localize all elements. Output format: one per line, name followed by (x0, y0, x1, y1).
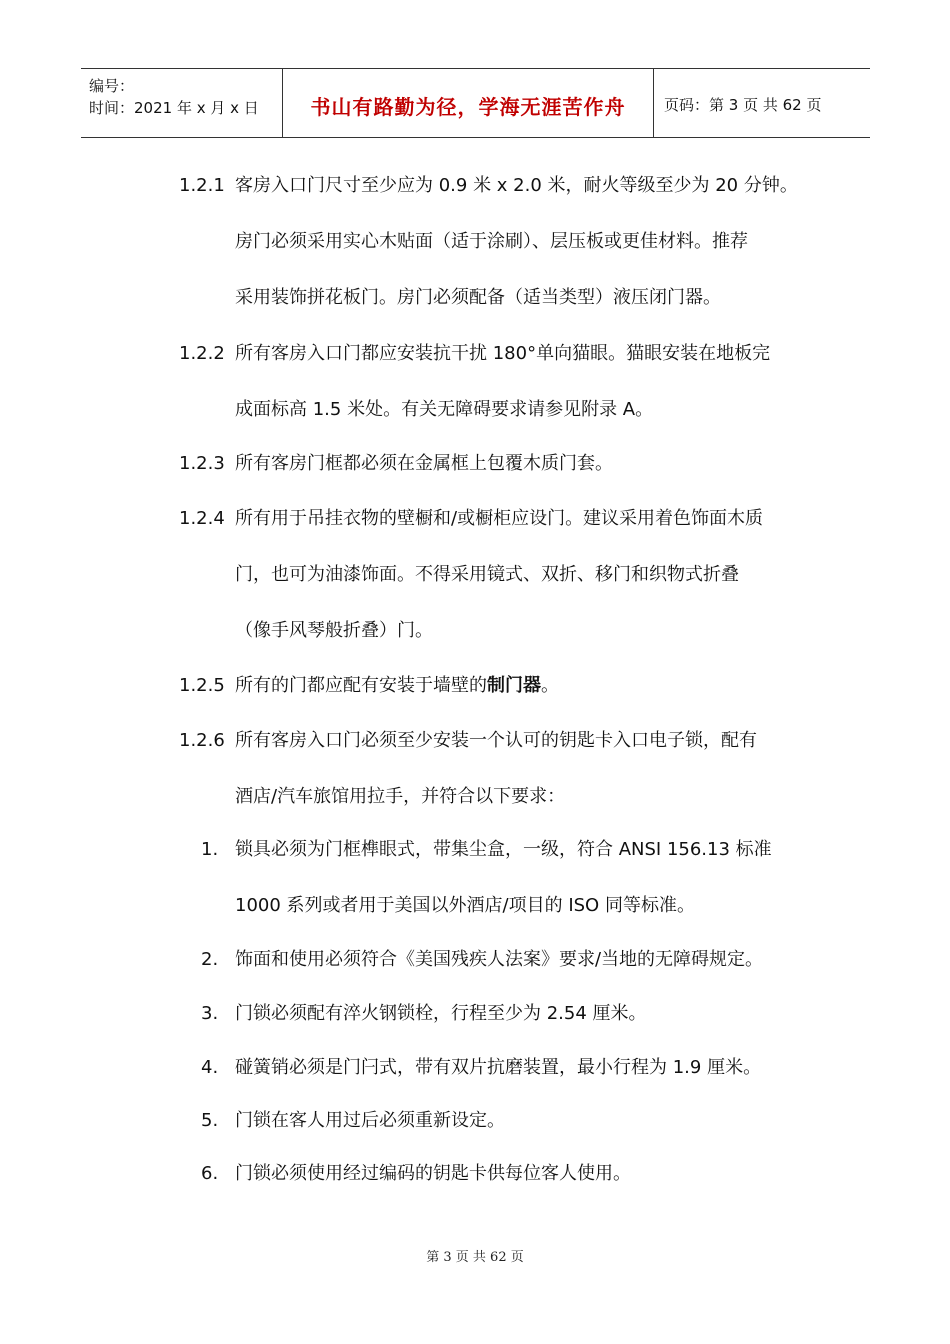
list-item-number: 6. (201, 1163, 219, 1184)
section-text: 所有的门都应配有安装于墙壁的 (235, 675, 487, 696)
list-item-line: 1000 系列或者用于美国以外酒店/项目的 ISO 同等标准。 (235, 895, 695, 916)
section-line: 房门必须采用实心木贴面（适于涂刷）、层压板或更佳材料。推荐 (235, 231, 748, 252)
section-number: 1.2.6 (179, 730, 225, 751)
section-line: 酒店/汽车旅馆用拉手，并符合以下要求： (235, 786, 566, 807)
section-number: 1.2.4 (179, 508, 225, 529)
document-number: 编号： (89, 77, 135, 95)
section-number: 1.2.5 (179, 675, 225, 696)
section-line: 所有用于吊挂衣物的壁橱和/或橱柜应设门。建议采用着色饰面木质 (235, 508, 764, 529)
section-line: 采用装饰拼花板门。房门必须配备（适当类型）液压闭门器。 (235, 287, 721, 308)
section-number: 1.2.2 (179, 343, 225, 364)
section-number: 1.2.3 (179, 453, 225, 474)
list-item-line: 碰簧销必须是门闩式，带有双片抗磨装置，最小行程为 1.9 厘米。 (235, 1057, 762, 1078)
section-line (235, 674, 559, 698)
list-item-number: 4. (201, 1057, 219, 1078)
section-number: 1.2.1 (179, 175, 225, 196)
list-item-line: 门锁必须配有淬火钢锁栓，行程至少为 2.54 厘米。 (235, 1003, 647, 1024)
list-item-number: 1. (201, 839, 219, 860)
section-line: 所有客房门框都必须在金属框上包覆木质门套。 (235, 453, 613, 474)
section-line: 所有客房入口门必须至少安装一个认可的钥匙卡入口电子锁，配有 (235, 730, 757, 751)
list-item-number: 5. (201, 1110, 219, 1131)
list-item-line: 门锁必须使用经过编码的钥匙卡供每位客人使用。 (235, 1163, 631, 1184)
header-motto: 书山有路勤为径，学海无涯苦作舟 (282, 69, 654, 137)
section-line: （像手风琴般折叠）门。 (235, 620, 433, 641)
page-header (81, 68, 870, 138)
section-line: 客房入口门尺寸至少应为 0.9 米 x 2.0 米，耐火等级至少为 20 分钟。 (235, 175, 798, 196)
list-item-number: 3. (201, 1003, 219, 1024)
document-date: 时间：2021 年 x 月 x 日 (89, 99, 259, 117)
section-line: 门，也可为油漆饰面。不得采用镜式、双折、移门和织物式折叠 (235, 564, 739, 585)
section-line: 所有客房入口门都应安装抗干扰 180°单向猫眼。猫眼安装在地板完 (235, 343, 771, 364)
section-text: 。 (541, 675, 559, 696)
page-footer: 第 3 页 共 62 页 (426, 1250, 524, 1265)
header-meta (81, 69, 282, 137)
section-line: 成面标高 1.5 米处。有关无障碍要求请参见附录 A。 (235, 399, 654, 420)
list-item-number: 2. (201, 949, 219, 970)
list-item-line: 饰面和使用必须符合《美国残疾人法案》要求/当地的无障碍规定。 (235, 949, 764, 970)
bold-term: 制门器 (487, 675, 541, 696)
list-item-line: 锁具必须为门框榫眼式，带集尘盒，一级，符合 ANSI 156.13 标准 (235, 839, 772, 860)
header-page-info: 页码：第 3 页 共 62 页 (664, 95, 822, 114)
list-item-line: 门锁在客人用过后必须重新设定。 (235, 1110, 505, 1131)
